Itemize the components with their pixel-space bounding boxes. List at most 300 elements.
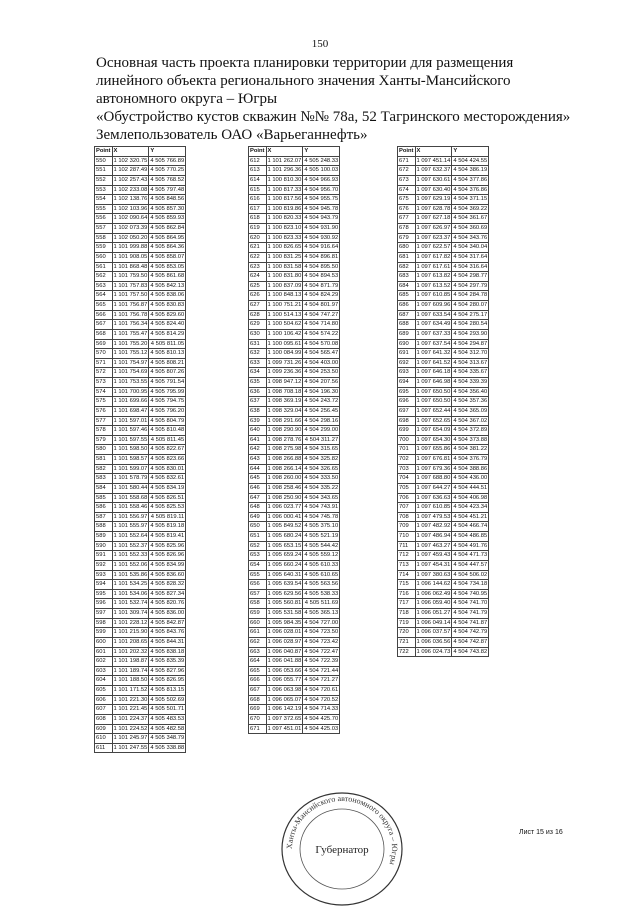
- cell-y: 4 504 916.64: [303, 243, 340, 253]
- cell-x: 1 095 531.58: [266, 609, 303, 619]
- table-row: [95, 368, 186, 378]
- table-row: [95, 426, 186, 436]
- cell-y: 4 504 722.39: [303, 657, 340, 667]
- cell-point: 599: [95, 628, 113, 638]
- cell-y: 4 504 723.50: [303, 628, 340, 638]
- cell-y: 4 505 824.40: [149, 320, 186, 330]
- cell-point: 614: [249, 175, 267, 185]
- cell-y: 4 505 791.54: [149, 378, 186, 388]
- cell-y: 4 505 832.61: [149, 474, 186, 484]
- table-row: [249, 349, 340, 359]
- header-x: X: [266, 147, 303, 157]
- cell-y: 4 505 610.65: [303, 570, 340, 580]
- cell-y: 4 504 720.61: [303, 686, 340, 696]
- table-row: [398, 647, 489, 657]
- cell-y: 4 504 326.65: [303, 464, 340, 474]
- seal-center-text: Губернатор: [315, 844, 369, 856]
- cell-x: 1 097 454.31: [415, 560, 452, 570]
- cell-y: 4 505 834.19: [149, 483, 186, 493]
- cell-y: 4 504 381.22: [452, 445, 489, 455]
- cell-y: 4 504 256.45: [303, 406, 340, 416]
- table-row: [95, 560, 186, 570]
- table-row: [398, 455, 489, 465]
- cell-point: 715: [398, 580, 416, 590]
- cell-y: 4 504 253.50: [303, 368, 340, 378]
- cell-x: 1 097 463.27: [415, 541, 452, 551]
- cell-point: 678: [398, 224, 416, 234]
- cell-x: 1 100 504.62: [266, 320, 303, 330]
- table-row: [249, 714, 340, 724]
- table-row: [95, 397, 186, 407]
- cell-x: 1 101 558.68: [112, 493, 149, 503]
- cell-point: 695: [398, 387, 416, 397]
- cell-x: 1 096 053.66: [266, 666, 303, 676]
- cell-y: 4 505 843.76: [149, 628, 186, 638]
- cell-x: 1 096 051.27: [415, 609, 452, 619]
- cell-x: 1 097 380.63: [415, 570, 452, 580]
- cell-point: 604: [95, 676, 113, 686]
- cell-y: 4 504 356.40: [452, 387, 489, 397]
- cell-point: 588: [95, 522, 113, 532]
- cell-x: 1 097 652.44: [415, 406, 452, 416]
- cell-x: 1 096 049.14: [415, 618, 452, 628]
- cell-point: 668: [249, 695, 267, 705]
- cell-point: 610: [95, 734, 113, 744]
- table-row: [398, 175, 489, 185]
- table-row: [95, 686, 186, 696]
- table-row: [95, 705, 186, 715]
- table-row: [249, 185, 340, 195]
- cell-x: 1 100 819.86: [266, 204, 303, 214]
- cell-x: 1 098 369.19: [266, 397, 303, 407]
- cell-x: 1 100 831.80: [266, 272, 303, 282]
- cell-y: 4 504 376.86: [452, 185, 489, 195]
- cell-x: 1 097 650.50: [415, 397, 452, 407]
- cell-y: 4 504 506.02: [452, 570, 489, 580]
- cell-y: 4 505 826.95: [149, 676, 186, 686]
- cell-x: 1 098 266.88: [266, 455, 303, 465]
- table-row: [398, 589, 489, 599]
- cell-point: 716: [398, 589, 416, 599]
- cell-x: 1 100 084.99: [266, 349, 303, 359]
- cell-x: 1 101 309.74: [112, 609, 149, 619]
- cell-point: 587: [95, 512, 113, 522]
- cell-point: 557: [95, 224, 113, 234]
- cell-point: 694: [398, 378, 416, 388]
- table-row: [95, 387, 186, 397]
- table-row: [249, 676, 340, 686]
- cell-point: 663: [249, 647, 267, 657]
- cell-x: 1 097 650.50: [415, 387, 452, 397]
- cell-point: 676: [398, 204, 416, 214]
- cell-y: 4 504 895.50: [303, 262, 340, 272]
- cell-y: 4 505 853.05: [149, 262, 186, 272]
- cell-x: 1 101 753.55: [112, 378, 149, 388]
- cell-point: 713: [398, 560, 416, 570]
- table-row: [398, 233, 489, 243]
- cell-y: 4 504 943.79: [303, 214, 340, 224]
- cell-point: 646: [249, 483, 267, 493]
- cell-y: 4 505 859.93: [149, 214, 186, 224]
- cell-y: 4 504 298.77: [452, 272, 489, 282]
- cell-point: 553: [95, 185, 113, 195]
- cell-x: 1 095 659.24: [266, 551, 303, 561]
- table-row: [398, 609, 489, 619]
- table-row: [398, 262, 489, 272]
- cell-y: 4 504 747.27: [303, 310, 340, 320]
- cell-point: 718: [398, 609, 416, 619]
- cell-x: 1 101 755.47: [112, 329, 149, 339]
- table-row: [398, 406, 489, 416]
- cell-point: 662: [249, 637, 267, 647]
- table-row: [95, 455, 186, 465]
- table-row: [95, 599, 186, 609]
- cell-y: 4 504 343.65: [303, 493, 340, 503]
- cell-point: 611: [95, 743, 113, 753]
- cell-y: 4 505 836.60: [149, 570, 186, 580]
- cell-x: 1 097 646.98: [415, 378, 452, 388]
- cell-y: 4 504 491.76: [452, 541, 489, 551]
- cell-point: 687: [398, 310, 416, 320]
- cell-x: 1 096 144.62: [415, 580, 452, 590]
- cell-x: 1 098 947.12: [266, 378, 303, 388]
- cell-x: 1 101 597.55: [112, 435, 149, 445]
- table-row: [398, 339, 489, 349]
- cell-y: 4 505 365.13: [303, 609, 340, 619]
- cell-x: 1 102 050.20: [112, 233, 149, 243]
- table-row: [398, 224, 489, 234]
- cell-point: 631: [249, 339, 267, 349]
- header-point: Point: [95, 147, 113, 157]
- cell-x: 1 097 622.57: [415, 243, 452, 253]
- cell-point: 665: [249, 666, 267, 676]
- cell-x: 1 095 680.24: [266, 532, 303, 542]
- cell-point: 606: [95, 695, 113, 705]
- table-row: [249, 551, 340, 561]
- cell-x: 1 101 868.48: [112, 262, 149, 272]
- cell-y: 4 505 100.03: [303, 166, 340, 176]
- cell-y: 4 505 827.96: [149, 666, 186, 676]
- cell-point: 699: [398, 426, 416, 436]
- cell-point: 679: [398, 233, 416, 243]
- cell-point: 613: [249, 166, 267, 176]
- cell-point: 584: [95, 483, 113, 493]
- cell-point: 645: [249, 474, 267, 484]
- cell-x: 1 097 637.54: [415, 339, 452, 349]
- table-row: [249, 368, 340, 378]
- cell-y: 4 505 811.45: [149, 435, 186, 445]
- cell-x: 1 101 552.06: [112, 560, 149, 570]
- table-row: [249, 503, 340, 513]
- cell-x: 1 100 831.25: [266, 252, 303, 262]
- cell-point: 708: [398, 512, 416, 522]
- cell-point: 642: [249, 445, 267, 455]
- cell-x: 1 101 999.88: [112, 243, 149, 253]
- cell-x: 1 101 578.79: [112, 474, 149, 484]
- cell-y: 4 504 721.44: [303, 666, 340, 676]
- cell-y: 4 504 372.89: [452, 426, 489, 436]
- cell-x: 1 097 632.37: [415, 166, 452, 176]
- cell-y: 4 504 275.17: [452, 310, 489, 320]
- table-row: [249, 647, 340, 657]
- cell-y: 4 504 424.55: [452, 156, 489, 166]
- cell-y: 4 505 835.39: [149, 657, 186, 667]
- cell-point: 670: [249, 714, 267, 724]
- cell-x: 1 098 290.90: [266, 426, 303, 436]
- table-row: [95, 272, 186, 282]
- cell-y: 4 505 825.53: [149, 503, 186, 513]
- cell-point: 562: [95, 272, 113, 282]
- cell-y: 4 505 838.06: [149, 291, 186, 301]
- cell-y: 4 505 810.48: [149, 426, 186, 436]
- cell-y: 4 505 768.52: [149, 175, 186, 185]
- table-body: [249, 156, 340, 734]
- cell-x: 1 096 142.19: [266, 705, 303, 715]
- cell-point: 564: [95, 291, 113, 301]
- cell-point: 651: [249, 532, 267, 542]
- cell-y: 4 505 502.69: [149, 695, 186, 705]
- cell-point: 721: [398, 637, 416, 647]
- table-row: [249, 474, 340, 484]
- cell-y: 4 504 335.22: [303, 483, 340, 493]
- table-row: [398, 378, 489, 388]
- cell-point: 719: [398, 618, 416, 628]
- cell-x: 1 101 759.50: [112, 272, 149, 282]
- cell-x: 1 098 291.66: [266, 416, 303, 426]
- cell-y: 4 504 207.56: [303, 378, 340, 388]
- table-row: [249, 464, 340, 474]
- cell-point: 586: [95, 503, 113, 513]
- cell-x: 1 097 617.61: [415, 262, 452, 272]
- cell-point: 671: [398, 156, 416, 166]
- table-row: [249, 455, 340, 465]
- cell-y: 4 504 425.70: [303, 714, 340, 724]
- table-row: [249, 166, 340, 176]
- table-row: [249, 195, 340, 205]
- table-row: [398, 358, 489, 368]
- cell-y: 4 505 830.01: [149, 464, 186, 474]
- cell-x: 1 097 637.33: [415, 329, 452, 339]
- cell-point: 597: [95, 609, 113, 619]
- table-row: [95, 349, 186, 359]
- cell-x: 1 097 644.27: [415, 483, 452, 493]
- cell-point: 653: [249, 551, 267, 561]
- table-row: [95, 262, 186, 272]
- cell-point: 684: [398, 281, 416, 291]
- cell-y: 4 504 801.97: [303, 301, 340, 311]
- table-row: [398, 397, 489, 407]
- table-row: [249, 609, 340, 619]
- table-row: [398, 532, 489, 542]
- cell-y: 4 504 293.90: [452, 329, 489, 339]
- cell-point: 580: [95, 445, 113, 455]
- cell-point: 681: [398, 252, 416, 262]
- table-row: [398, 445, 489, 455]
- cell-y: 4 505 828.32: [149, 580, 186, 590]
- cell-x: 1 097 628.78: [415, 204, 452, 214]
- cell-point: 592: [95, 560, 113, 570]
- table-row: [398, 166, 489, 176]
- cell-x: 1 096 023.77: [266, 503, 303, 513]
- cell-x: 1 101 698.47: [112, 406, 149, 416]
- table-row: [398, 320, 489, 330]
- cell-point: 571: [95, 358, 113, 368]
- table-row: [95, 503, 186, 513]
- cell-y: 4 505 804.79: [149, 416, 186, 426]
- table-row: [249, 224, 340, 234]
- table-row: [95, 532, 186, 542]
- cell-x: 1 101 558.46: [112, 503, 149, 513]
- cell-x: 1 101 756.34: [112, 320, 149, 330]
- table-row: [95, 541, 186, 551]
- cell-x: 1 101 534.25: [112, 580, 149, 590]
- cell-point: 556: [95, 214, 113, 224]
- cell-y: 4 505 482.58: [149, 724, 186, 734]
- cell-y: 4 504 373.88: [452, 435, 489, 445]
- table-header-row: [249, 147, 340, 157]
- table-row: [249, 705, 340, 715]
- cell-y: 4 504 367.02: [452, 416, 489, 426]
- cell-x: 1 097 630.40: [415, 185, 452, 195]
- cell-x: 1 101 908.05: [112, 252, 149, 262]
- cell-y: 4 504 714.33: [303, 705, 340, 715]
- cell-point: 612: [249, 156, 267, 166]
- table-row: [249, 214, 340, 224]
- table-row: [249, 435, 340, 445]
- table-row: [249, 483, 340, 493]
- cell-point: 674: [398, 185, 416, 195]
- cell-point: 657: [249, 589, 267, 599]
- table-row: [95, 339, 186, 349]
- cell-point: 630: [249, 329, 267, 339]
- cell-y: 4 504 742.87: [452, 637, 489, 647]
- table-row: [95, 647, 186, 657]
- cell-point: 598: [95, 618, 113, 628]
- cell-y: 4 504 196.30: [303, 387, 340, 397]
- table-body: [398, 156, 489, 657]
- cell-x: 1 101 224.52: [112, 724, 149, 734]
- cell-point: 720: [398, 628, 416, 638]
- table-row: [398, 252, 489, 262]
- cell-y: 4 504 720.52: [303, 695, 340, 705]
- cell-x: 1 101 755.12: [112, 349, 149, 359]
- table-row: [95, 416, 186, 426]
- cell-x: 1 095 984.35: [266, 618, 303, 628]
- cell-y: 4 504 714.80: [303, 320, 340, 330]
- cell-point: 563: [95, 281, 113, 291]
- table-row: [398, 310, 489, 320]
- cell-y: 4 504 315.65: [303, 445, 340, 455]
- table-row: [95, 204, 186, 214]
- cell-x: 1 100 817.56: [266, 195, 303, 205]
- cell-point: 661: [249, 628, 267, 638]
- table-row: [95, 522, 186, 532]
- table-row: [398, 541, 489, 551]
- cell-x: 1 101 597.46: [112, 426, 149, 436]
- cell-x: 1 097 372.65: [266, 714, 303, 724]
- table-row: [398, 464, 489, 474]
- cell-y: 4 505 857.30: [149, 204, 186, 214]
- cell-x: 1 097 676.81: [415, 455, 452, 465]
- page-number: 150: [311, 38, 329, 50]
- cell-x: 1 101 757.50: [112, 291, 149, 301]
- cell-point: 671: [249, 724, 267, 734]
- table-row: [398, 214, 489, 224]
- table-row: [95, 734, 186, 744]
- cell-x: 1 101 296.36: [266, 166, 303, 176]
- cell-y: 4 504 486.85: [452, 532, 489, 542]
- cell-x: 1 101 556.97: [112, 512, 149, 522]
- table-row: [95, 310, 186, 320]
- table-row: [398, 599, 489, 609]
- table-row: [398, 416, 489, 426]
- cell-y: 4 504 721.27: [303, 676, 340, 686]
- title-line: автономного округа – Югры: [96, 91, 278, 107]
- cell-point: 658: [249, 599, 267, 609]
- cell-y: 4 504 357.36: [452, 397, 489, 407]
- table-row: [249, 580, 340, 590]
- cell-x: 1 095 660.24: [266, 560, 303, 570]
- cell-y: 4 504 931.90: [303, 224, 340, 234]
- table-row: [398, 204, 489, 214]
- cell-y: 4 504 361.67: [452, 214, 489, 224]
- cell-point: 693: [398, 368, 416, 378]
- cell-point: 688: [398, 320, 416, 330]
- table-row: [398, 551, 489, 561]
- table-row: [249, 657, 340, 667]
- cell-x: 1 101 599.07: [112, 464, 149, 474]
- cell-x: 1 101 189.74: [112, 666, 149, 676]
- table-row: [95, 378, 186, 388]
- cell-x: 1 096 037.57: [415, 628, 452, 638]
- cell-point: 590: [95, 541, 113, 551]
- title-line: Землепользователь ОАО «Варьеганнефть»: [96, 127, 368, 143]
- cell-point: 615: [249, 185, 267, 195]
- cell-x: 1 101 597.01: [112, 416, 149, 426]
- cell-point: 691: [398, 349, 416, 359]
- table-row: [95, 329, 186, 339]
- cell-y: 4 505 819.11: [149, 512, 186, 522]
- cell-x: 1 097 613.52: [415, 281, 452, 291]
- cell-y: 4 505 797.48: [149, 185, 186, 195]
- cell-point: 569: [95, 339, 113, 349]
- cell-point: 616: [249, 195, 267, 205]
- cell-x: 1 101 580.44: [112, 483, 149, 493]
- table-row: [95, 637, 186, 647]
- cell-point: 620: [249, 233, 267, 243]
- cell-y: 4 505 861.68: [149, 272, 186, 282]
- cell-x: 1 101 224.37: [112, 714, 149, 724]
- cell-x: 1 101 221.30: [112, 695, 149, 705]
- cell-y: 4 505 811.05: [149, 339, 186, 349]
- cell-y: 4 504 743.82: [452, 647, 489, 657]
- coordinates-table-1: [94, 146, 186, 753]
- table-row: [249, 262, 340, 272]
- table-body: [95, 156, 186, 753]
- cell-point: 622: [249, 252, 267, 262]
- table-row: [249, 358, 340, 368]
- coordinates-table-3: [397, 146, 489, 657]
- cell-x: 1 096 062.49: [415, 589, 452, 599]
- cell-x: 1 097 629.19: [415, 195, 452, 205]
- cell-x: 1 097 641.32: [415, 349, 452, 359]
- cell-point: 636: [249, 387, 267, 397]
- cell-point: 698: [398, 416, 416, 426]
- cell-point: 641: [249, 435, 267, 445]
- cell-y: 4 504 335.67: [452, 368, 489, 378]
- cell-y: 4 504 447.57: [452, 560, 489, 570]
- cell-x: 1 101 535.86: [112, 570, 149, 580]
